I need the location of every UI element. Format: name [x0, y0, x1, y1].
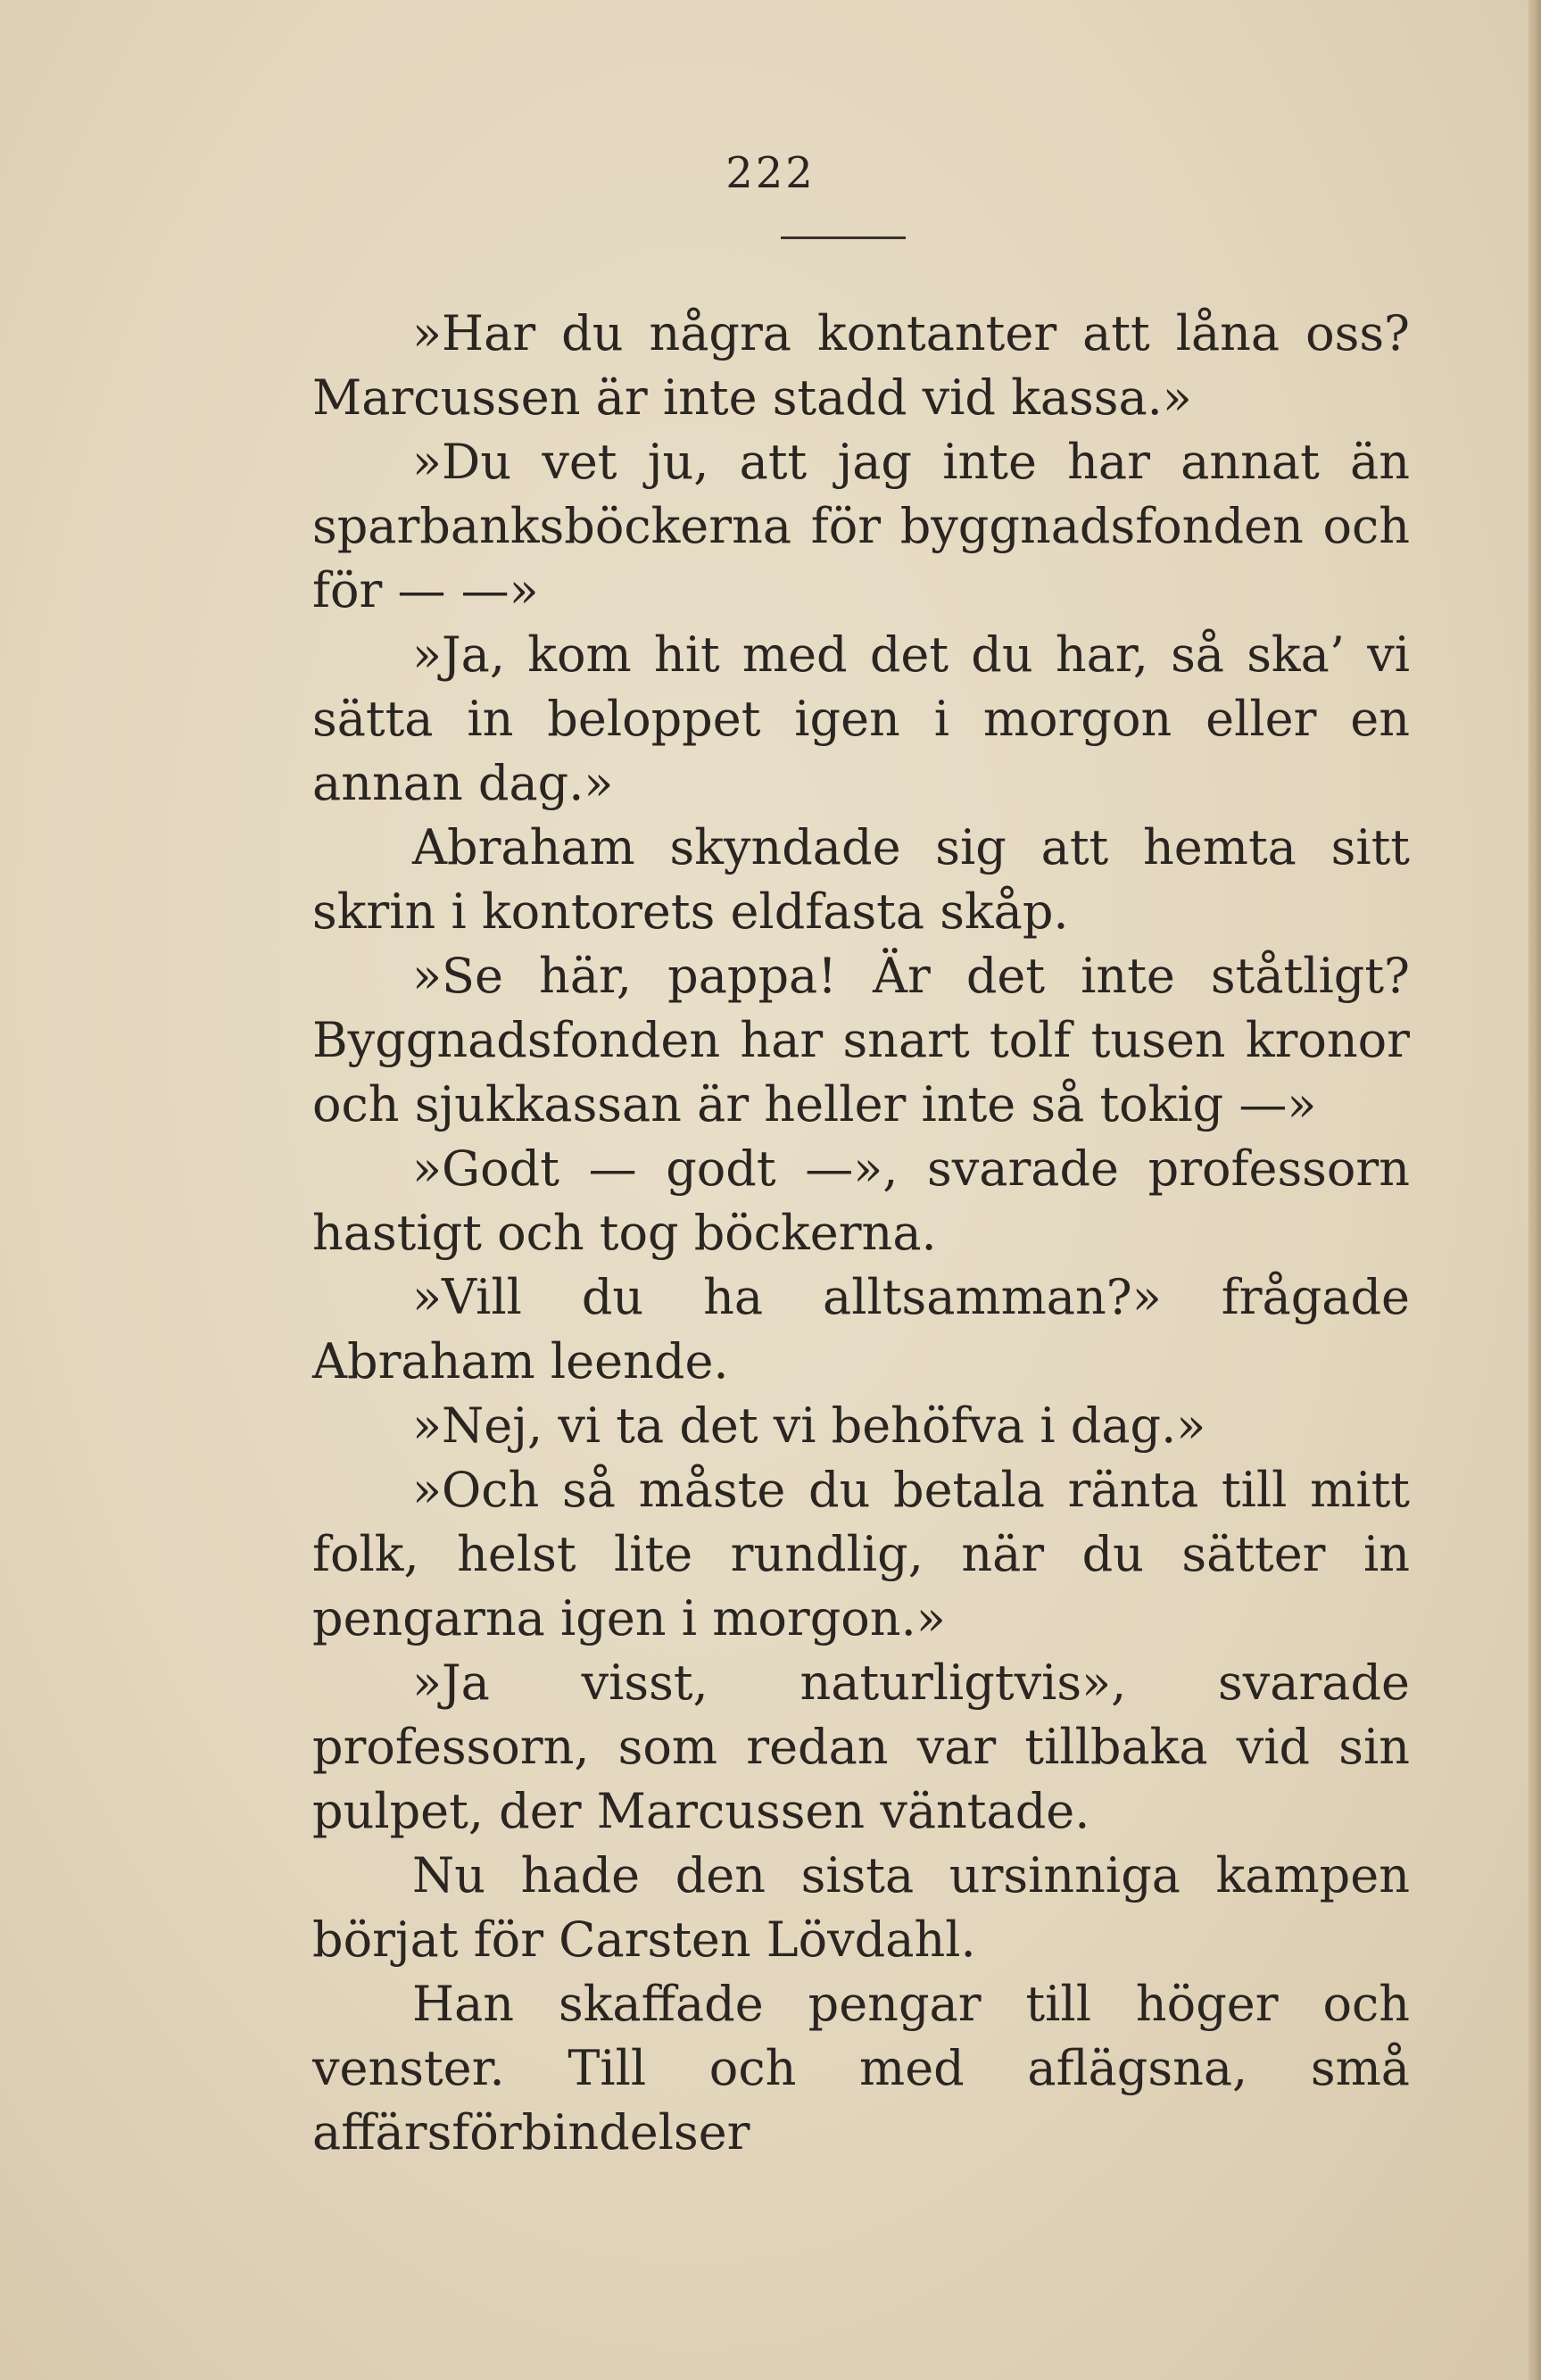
paragraph: »Nej, vi ta det vi behöfva i dag.» [412, 1397, 1206, 1454]
page-edge [1529, 0, 1541, 2380]
paragraph: »Vill du ha alltsamman?» frågade Abraham leende. [312, 1269, 1410, 1389]
paragraph: »Och så måste du betala ränta till mitt folk, helst lite rundlig, när du sätter in pengarna igen i morgon.» [312, 1462, 1410, 1646]
paragraph: Nu hade den sista ursinniga kampen börjat för Carsten Lövdahl. [312, 1847, 1410, 1968]
header-rule [781, 236, 906, 239]
paragraph: »Ja, kom hit med det du har, så ska’ vi sätta in beloppet igen i morgon eller en annan dag.» [312, 626, 1410, 811]
paragraph: Han skaffade pengar till höger och venster. Till och med aflägsna, små affärsförbindelser [312, 1976, 1410, 2160]
paragraph: »Se här, pappa! Är det inte ståtligt? Byggnadsfonden har snart tolf tusen kronor och sjukkassan är heller inte så tokig —» [312, 948, 1410, 1132]
paragraph: »Har du några kontanter att låna oss? Marcussen är inte stadd vid kassa.» [312, 305, 1410, 426]
body-text [312, 302, 1410, 2165]
page-number: 222 [725, 148, 816, 198]
paragraph: »Ja visst, naturligtvis», svarade professorn, som redan var tillbaka vid sin pulpet, der Marcussen väntade. [312, 1654, 1410, 1839]
paragraph: Abraham skyndade sig att hemta sitt skrin i kontorets eldfasta skåp. [312, 819, 1410, 940]
paragraph: »Du vet ju, att jag inte har annat än sparbanksböckerna för byggnadsfonden och för — —» [312, 434, 1410, 618]
paragraph: »Godt — godt —», svarade professorn hastigt och tog böckerna. [312, 1140, 1410, 1261]
